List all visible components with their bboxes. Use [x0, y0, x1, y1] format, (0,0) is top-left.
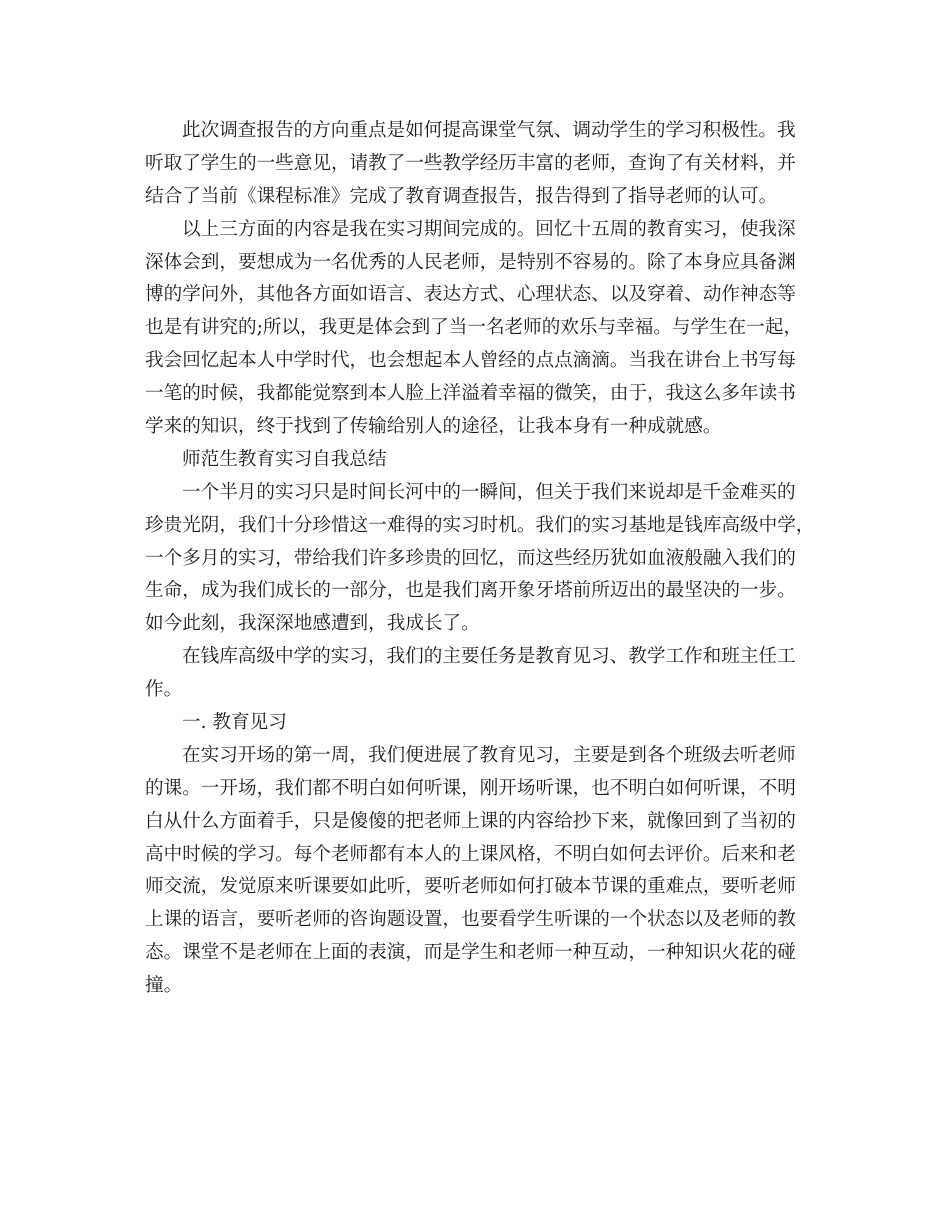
text-line: 在实习开场的第一周，我们便进展了教育见习，主要是到各个班级去听老师	[182, 744, 796, 766]
text-line: 师范生教育实习自我总结	[182, 448, 387, 470]
text-line: 高中时候的学习。每个老师都有本人的上课风格，不明白如何去评价。后来和老	[145, 843, 796, 865]
document-body	[145, 115, 815, 1003]
text-line: 也是有讲究的;所以，我更是体会到了当一名老师的欢乐与幸福。与学生在一起，	[145, 317, 803, 339]
text-line: 深体会到，要想成为一名优秀的人民老师，是特别不容易的。除了本身应具备渊	[145, 251, 796, 273]
text-line: 结合了当前《课程标准》完成了教育调查报告，报告得到了指导老师的认可。	[145, 185, 778, 207]
text-line: 我会回忆起本人中学时代，也会想起本人曾经的点点滴滴。当我在讲台上书写每	[145, 350, 796, 372]
text-line: 生命，成为我们成长的一部分，也是我们离开象牙塔前所迈出的最坚决的一步。	[145, 580, 796, 602]
text-line: 在钱库高级中学的实习，我们的主要任务是教育见习、教学工作和班主任工	[182, 646, 796, 668]
text-line: 一. 教育见习	[182, 712, 287, 734]
text-line: 态。课堂不是老师在上面的表演，而是学生和老师一种互动，一种知识火花的碰	[145, 942, 796, 964]
text-line: 学来的知识，终于找到了传输给别人的途径，让我本身有一种成就感。	[145, 416, 722, 438]
text-line: 一笔的时候，我都能觉察到本人脸上洋溢着幸福的微笑，由于，我这么多年读书	[145, 383, 796, 405]
text-line: 撞。	[145, 975, 183, 997]
text-line: 如今此刻，我深深地感遭到，我成长了。	[145, 613, 480, 635]
text-line: 一个半月的实习只是时间长河中的一瞬间，但关于我们来说却是千金难买的	[182, 481, 796, 503]
text-line: 的课。一开场，我们都不明白如何听课，刚开场听课，也不明白如何听课，不明	[145, 777, 796, 799]
text-line: 珍贵光阴，我们十分珍惜这一难得的实习时机。我们的实习基地是钱库高级中学，	[145, 514, 815, 536]
text-line: 上课的语言，要听老师的咨询题设置，也要看学生听课的一个状态以及老师的教	[145, 909, 796, 931]
text-line: 白从什么方面着手，只是傻傻的把老师上课的内容给抄下来，就像回到了当初的	[145, 810, 796, 832]
text-line: 听取了学生的一些意见，请教了一些教学经历丰富的老师，查询了有关材料，并	[145, 152, 796, 174]
text-line: 博的学问外，其他各方面如语言、表达方式、心理状态、以及穿着、动作神态等	[145, 284, 796, 306]
text-line: 一个多月的实习，带给我们许多珍贵的回忆，而这些经历犹如血液般融入我们的	[145, 547, 796, 569]
text-line: 作。	[145, 679, 183, 701]
text-line: 此次调查报告的方向重点是如何提高课堂气氛、调动学生的学习积极性。我	[182, 120, 796, 141]
text-line: 师交流，发觉原来听课要如此听，要听老师如何打破本节课的重难点，要听老师	[145, 876, 796, 898]
text-line: 以上三方面的内容是我在实习期间完成的。回忆十五周的教育实习，使我深	[182, 218, 796, 240]
